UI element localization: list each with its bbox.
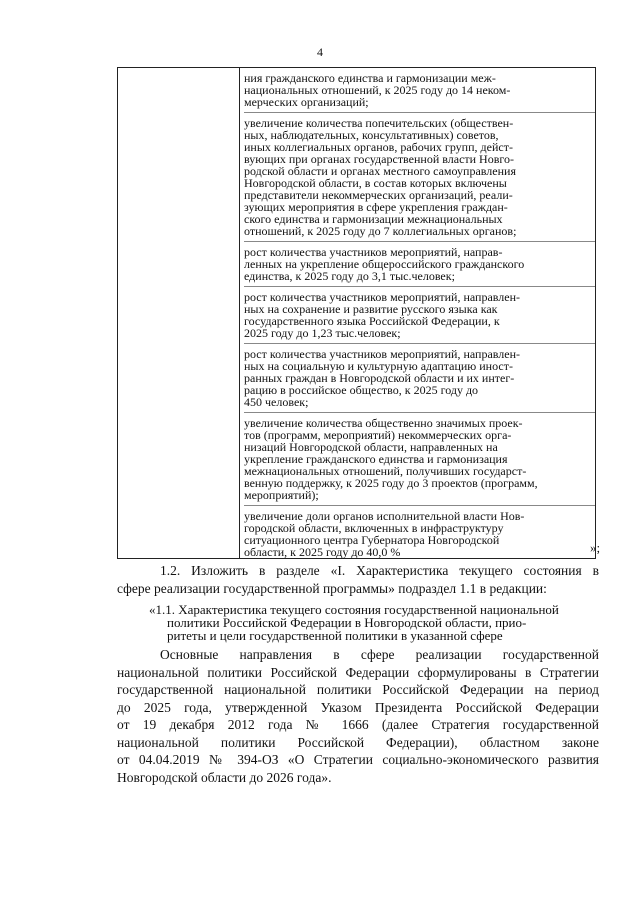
indicator-item xyxy=(244,117,595,242)
indicator-item xyxy=(244,72,595,113)
indicator-item xyxy=(244,417,595,506)
indicator-table xyxy=(117,67,596,559)
indicator-line: рост количества участников мероприятий, направ- xyxy=(244,245,503,259)
indicator-line: увеличение доли органов исполнительной власти Нов- xyxy=(244,509,525,523)
indicator-line: 450 человек; xyxy=(244,395,309,409)
quote-line: ритеты и цели государственной политики в указанной сфере xyxy=(167,628,503,643)
subsection-heading-quote xyxy=(149,603,599,642)
indicator-item xyxy=(244,510,595,558)
indicator-line: иных коллегиальных органов, рабочих групп, дейст- xyxy=(244,140,513,154)
paragraph-line: государственной национальной политики Российской Федерации на период xyxy=(117,682,599,697)
paragraph-line: от 19 декабря 2012 года № 1666 (далее Стратегия государственной xyxy=(117,717,599,732)
paragraph-line: от 04.04.2019 № 394-ОЗ «О Стратегии социально-экономического развития xyxy=(117,752,599,767)
indicator-line: венную поддержку, к 2025 году до 3 проектов (программ, xyxy=(244,476,538,490)
indicator-line: представители некоммерческих организаций, реали- xyxy=(244,188,513,202)
indicator-line: ленных на укрепление общероссийского гражданского xyxy=(244,257,525,271)
indicator-line: ных на сохранение и развитие русского языка как xyxy=(244,302,498,316)
quote-line: политики Российской Федерации в Новгородской области, прио- xyxy=(167,615,527,630)
indicator-line: увеличение количества попечительских (обществен- xyxy=(244,116,514,130)
indicator-line: ского единства и гармонизации межнациональных xyxy=(244,212,503,226)
indicator-line: родской области и органах местного самоуправления xyxy=(244,164,516,178)
indicator-item xyxy=(244,246,595,287)
indicator-line: единства, к 2025 году до 3,1 тыс.человек; xyxy=(244,269,455,283)
page-number: 4 xyxy=(317,45,323,59)
table-indicators-cell xyxy=(240,68,596,559)
indicator-item xyxy=(244,348,595,413)
indicator-line: ных на социальную и культурную адаптацию иност- xyxy=(244,359,513,373)
paragraph-line: национальной политики Российской Федерации сформулированы в Стратегии xyxy=(117,664,599,680)
indicator-line: зующих мероприятия в сфере укрепления граждан- xyxy=(244,200,508,214)
table-closing-quote: »; xyxy=(590,540,601,555)
indicator-line: межнациональных отношений, получивших государст- xyxy=(244,464,527,478)
indicator-line: тов (программ, мероприятий) некоммерческих орга- xyxy=(244,428,512,442)
indicator-line: Новгородской области, в состав которых включены xyxy=(244,176,507,190)
indicator-line: области, к 2025 году до 40,0 % xyxy=(244,545,401,559)
indicator-line: рост количества участников мероприятий, направлен- xyxy=(244,347,521,361)
paragraph-line: Основные направления в сфере реализации государственной xyxy=(160,647,599,662)
paragraph-line: до 2025 года, утвержденной Указом Президента Российской Федерации xyxy=(117,699,599,715)
indicator-item xyxy=(244,291,595,344)
indicator-line: национальных отношений, к 2025 году до 14 неком- xyxy=(244,83,511,97)
indicator-line: ситуационного центра Губернатора Новгородской xyxy=(244,533,500,547)
paragraph-line: 1.2. Изложить в разделе «I. Характеристика текущего состояния в xyxy=(160,563,599,578)
paragraph-1-2 xyxy=(117,562,599,597)
indicator-line: ния гражданского единства и гармонизации меж- xyxy=(244,71,496,85)
indicator-line: рост количества участников мероприятий, направлен- xyxy=(244,290,521,304)
indicator-line: вующих при органах государственной власти Новго- xyxy=(244,152,515,166)
indicator-line: ных, наблюдательных, консультативных) советов, xyxy=(244,128,499,142)
indicator-line: государственного языка Российской Федерации, к xyxy=(244,314,500,328)
indicator-line: увеличение количества общественно значимых проек- xyxy=(244,416,523,430)
paragraph-line: национальной политики Российской Федерации), областном законе xyxy=(117,734,599,750)
body-paragraph xyxy=(117,646,599,786)
indicator-line: 2025 году до 1,23 тыс.человек; xyxy=(244,326,401,340)
indicator-line: ранных граждан в Новгородской области и их интег- xyxy=(244,371,515,385)
indicator-line: мерческих организаций; xyxy=(244,95,369,109)
quote-line: «1.1. Характеристика текущего состояния государственной национальной xyxy=(149,602,559,617)
paragraph-line: Новгородской области до 2026 года». xyxy=(117,769,332,785)
indicator-line: городской области, включенных в инфраструктуру xyxy=(244,521,504,535)
indicator-list xyxy=(240,68,595,558)
paragraph-line: сфере реализации государственной программы» подраздел 1.1 в редакции: xyxy=(117,580,547,596)
indicator-line: укрепление гражданского единства и гармонизация xyxy=(244,452,508,466)
indicator-line: отношений, к 2025 году до 7 коллегиальных органов; xyxy=(244,224,517,238)
indicator-line: мероприятий); xyxy=(244,488,319,502)
table-empty-cell xyxy=(118,68,240,559)
indicator-line: рацию в российское общество, к 2025 году до xyxy=(244,383,479,397)
indicator-line: низаций Новгородской области, направленных на xyxy=(244,440,498,454)
